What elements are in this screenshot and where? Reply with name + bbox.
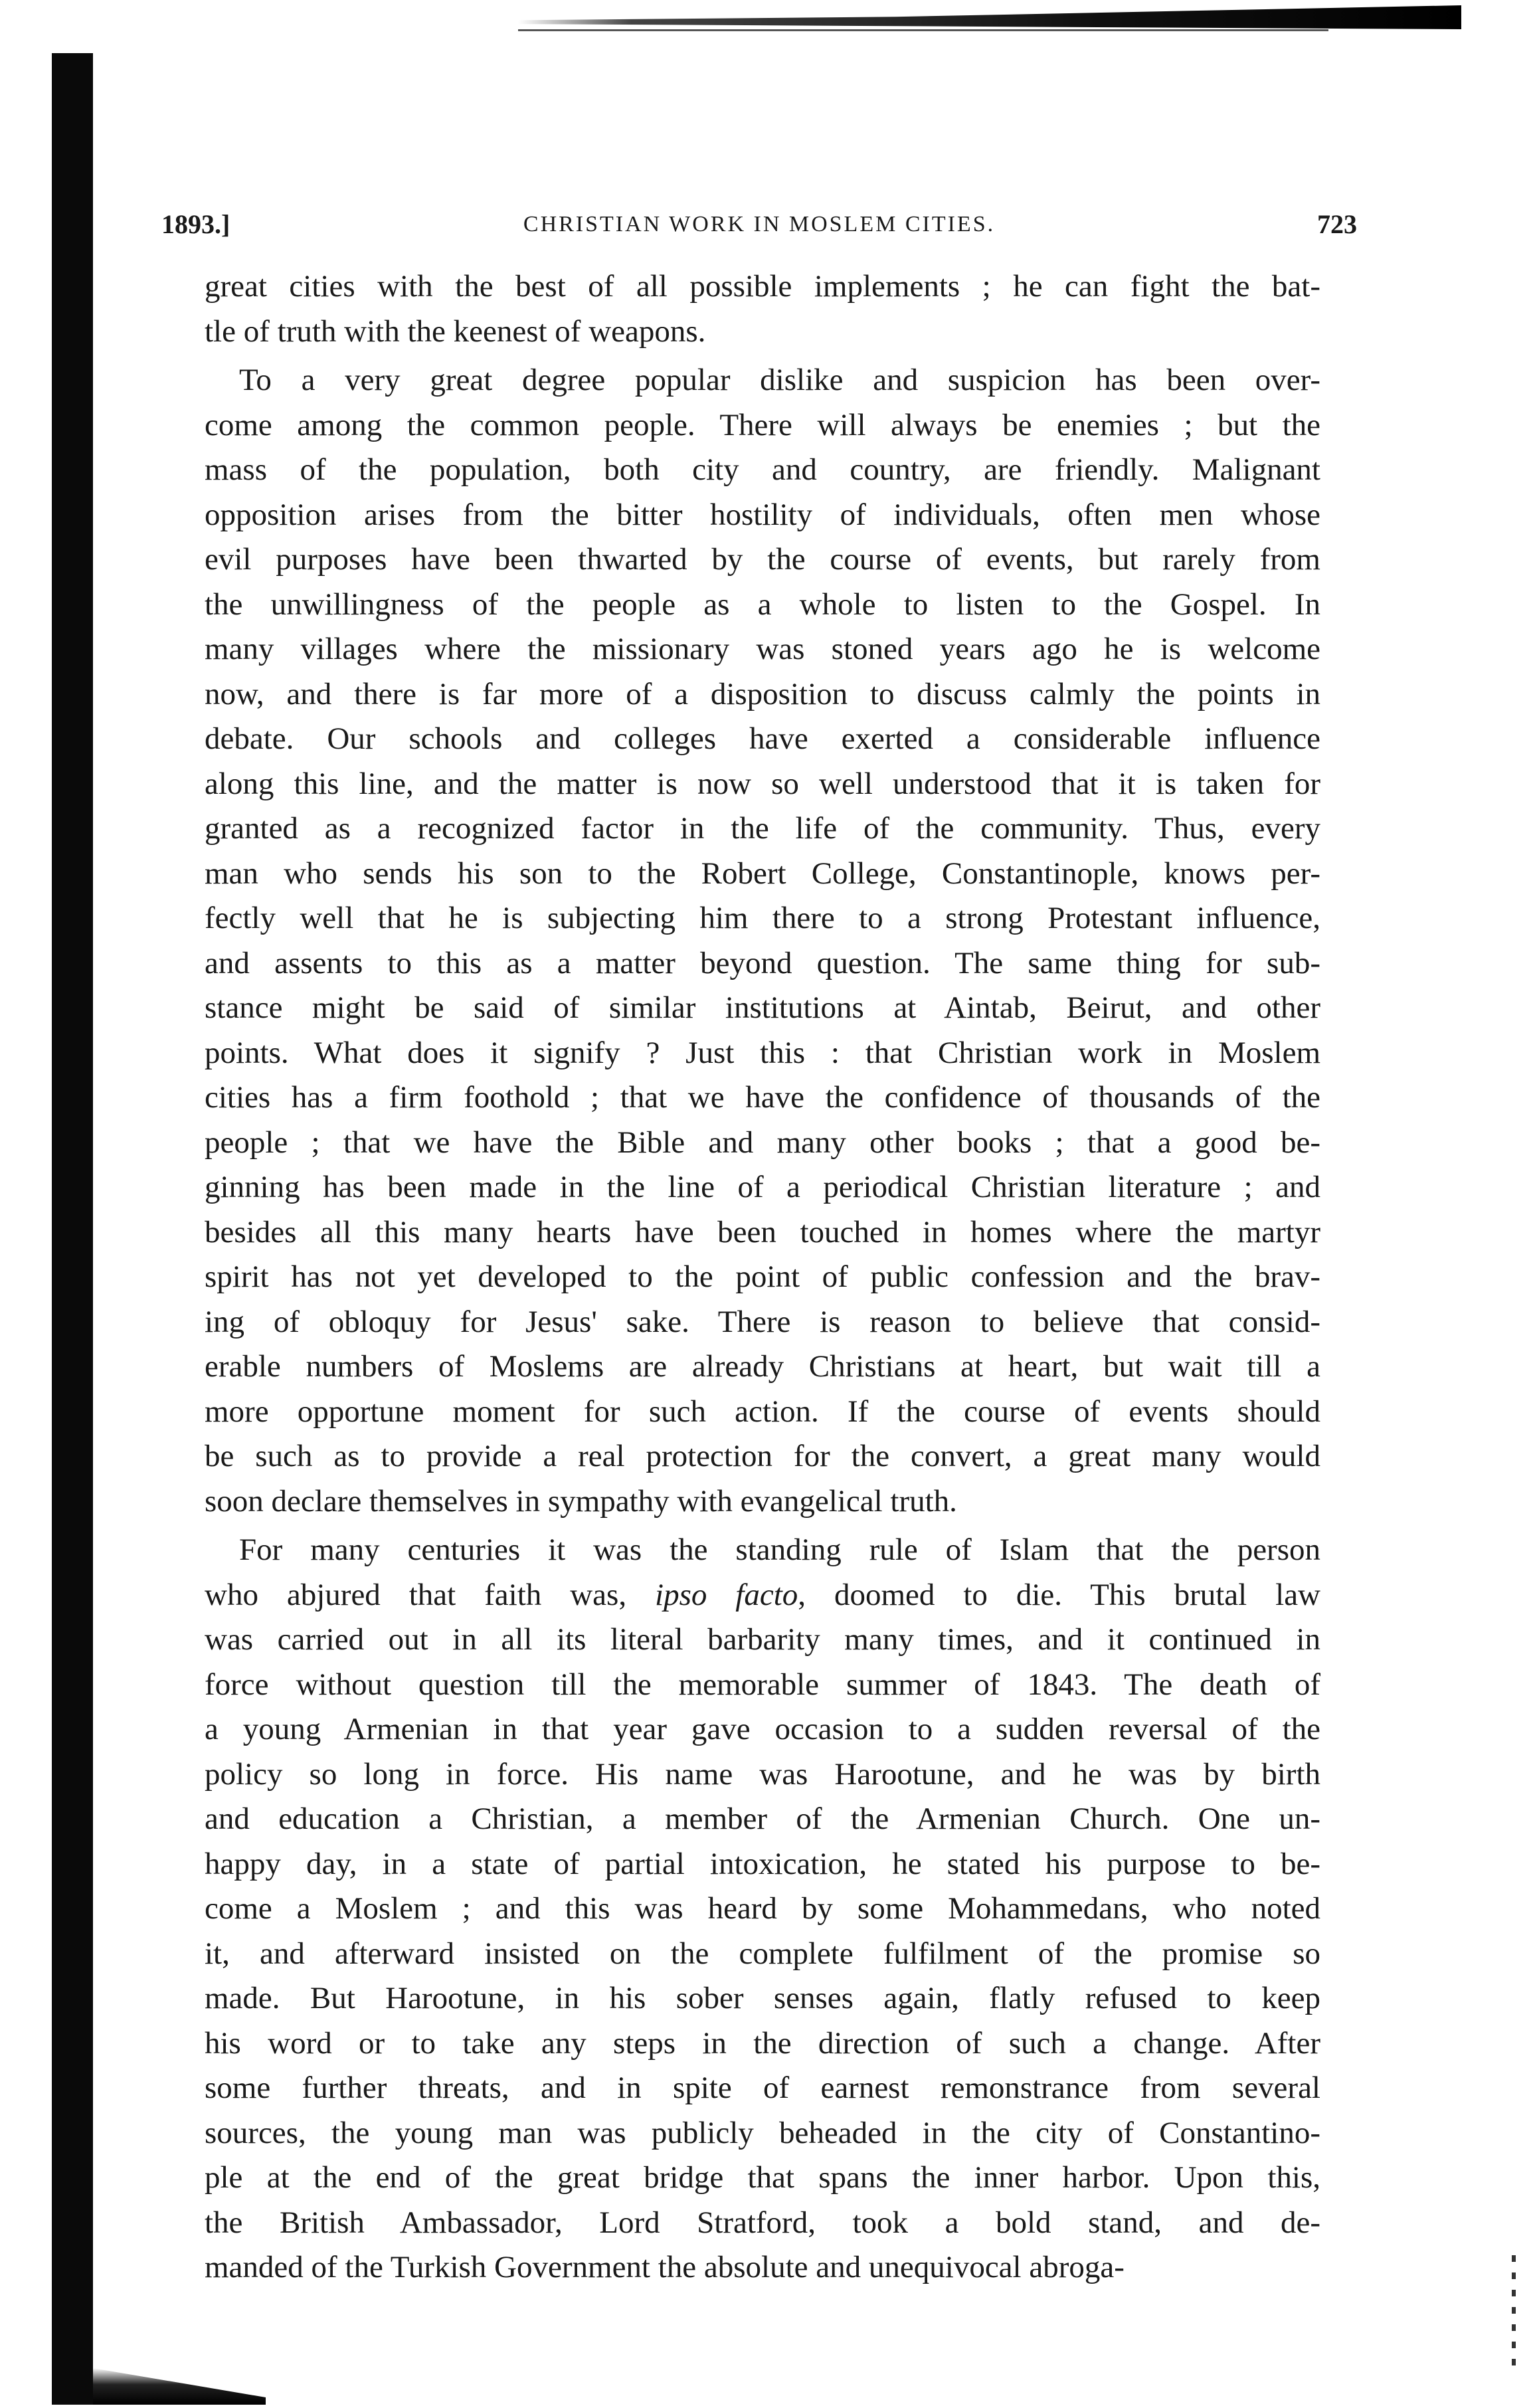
text-line: was carried out in all its literal barbarity many times, and it continued in (205, 1622, 1320, 1657)
text-line: made. But Harootune, in his sober senses again, flatly refused to keep (205, 1981, 1320, 2015)
scan-top-rule (518, 5, 1461, 29)
text-line: great cities with the best of all possible implements ; he can fight the bat- (205, 269, 1320, 304)
scan-binding-edge (52, 53, 93, 2405)
text-line: the British Ambassador, Lord Stratford, took a bold stand, and de- (205, 2205, 1320, 2240)
text-line: sources, the young man was publicly beheaded in the city of Constantino- (205, 2115, 1320, 2150)
text-line: opposition arises from the bitter hostility of individuals, often men whose (205, 497, 1320, 532)
text-line: erable numbers of Moslems are already Christians at heart, but wait till a (205, 1349, 1320, 1384)
text-line: the unwillingness of the people as a whole to listen to the Gospel. In (205, 587, 1320, 622)
text-line: come among the common people. There will always be enemies ; but the (205, 407, 1320, 442)
text-line: and assents to this as a matter beyond question. The same thing for sub- (205, 945, 1320, 980)
text-line: points. What does it signify ? Just this : that Christian work in Moslem (205, 1035, 1320, 1070)
text-line: ginning has been made in the line of a periodical Christian literature ; and (205, 1170, 1320, 1204)
scan-edge-marks (1512, 2255, 1516, 2375)
text-line: spirit has not yet developed to the point of public confession and the brav- (205, 1259, 1320, 1294)
text-line: more opportune moment for such action. If the course of events should (205, 1394, 1320, 1429)
text-line: fectly well that he is subjecting him there to a strong Protestant influence, (205, 901, 1320, 935)
text-line: his word or to take any steps in the direction of such a change. After (205, 2025, 1320, 2061)
text-line: evil purposes have been thwarted by the course of events, but rarely from (205, 542, 1320, 577)
text-line: who abjured that faith was, ipso facto, doomed to die. This brutal law (205, 1577, 1320, 1612)
text-line: some further threats, and in spite of earnest remonstrance from several (205, 2071, 1320, 2105)
page-number: 723 (1317, 209, 1357, 239)
text-line: mass of the population, both city and country, are friendly. Malignant (205, 452, 1320, 487)
text-line: cities has a firm foothold ; that we have the confidence of thousands of the (205, 1080, 1320, 1115)
text-line: granted as a recognized factor in the life of the community. Thus, every (205, 811, 1320, 846)
text-line: manded of the Turkish Government the absolute and unequivocal abroga- (205, 2250, 1125, 2284)
text-line: now, and there is far more of a disposition to discuss calmly the points in (205, 676, 1320, 711)
text-line: come a Moslem ; and this was heard by some Mohammedans, who noted (205, 1891, 1320, 1926)
text-line: many villages where the missionary was stoned years ago he is welcome (205, 632, 1320, 666)
text-line: For many centuries it was the standing rule of Islam that the person (239, 1532, 1320, 1567)
text-line: ing of obloquy for Jesus' sake. There is reason to believe that consid- (205, 1304, 1320, 1339)
text-line: stance might be said of similar institutions at Aintab, Beirut, and other (205, 990, 1320, 1025)
text-line: To a very great degree popular dislike and suspicion has been over- (239, 363, 1320, 397)
latin-phrase: ipso facto (655, 1577, 798, 1612)
header-title: CHRISTIAN WORK IN MOSLEM CITIES. (523, 212, 996, 236)
text-line: soon declare themselves in sympathy with evangelical truth. (205, 1483, 957, 1519)
text-line: policy so long in force. His name was Harootune, and he was by birth (205, 1756, 1320, 1792)
text-line: a young Armenian in that year gave occasion to a sudden reversal of the (205, 1712, 1320, 1746)
scan-binding-foot (93, 2368, 266, 2405)
text-line: man who sends his son to the Robert College, Constantinople, knows per- (205, 856, 1320, 891)
text-line: happy day, in a state of partial intoxication, he stated his purpose to be- (205, 1846, 1320, 1881)
text-line: besides all this many hearts have been touched in homes where the martyr (205, 1214, 1320, 1250)
text-line: it, and afterward insisted on the complete fulfilment of the promise so (205, 1936, 1320, 1971)
text-line: along this line, and the matter is now so well understood that it is taken for (205, 766, 1320, 801)
body-text (205, 264, 1320, 2290)
text-line: ple at the end of the great bridge that spans the inner harbor. Upon this, (205, 2160, 1320, 2195)
paragraph (205, 1528, 1320, 2290)
scan-top-rule-thin (518, 29, 1328, 31)
paragraph (205, 358, 1320, 1524)
paragraph (205, 264, 1320, 354)
header-year: 1893.] (161, 209, 230, 239)
text-line: force without question till the memorable summer of 1843. The death of (205, 1667, 1320, 1702)
text-line: tle of truth with the keenest of weapons. (205, 314, 706, 349)
text-line: be such as to provide a real protection for the convert, a great many would (205, 1439, 1320, 1473)
text-line: people ; that we have the Bible and many other books ; that a good be- (205, 1125, 1320, 1160)
running-header (161, 205, 1357, 244)
text-line: and education a Christian, a member of the Armenian Church. One un- (205, 1802, 1320, 1836)
text-line: debate. Our schools and colleges have exerted a considerable influence (205, 721, 1320, 756)
